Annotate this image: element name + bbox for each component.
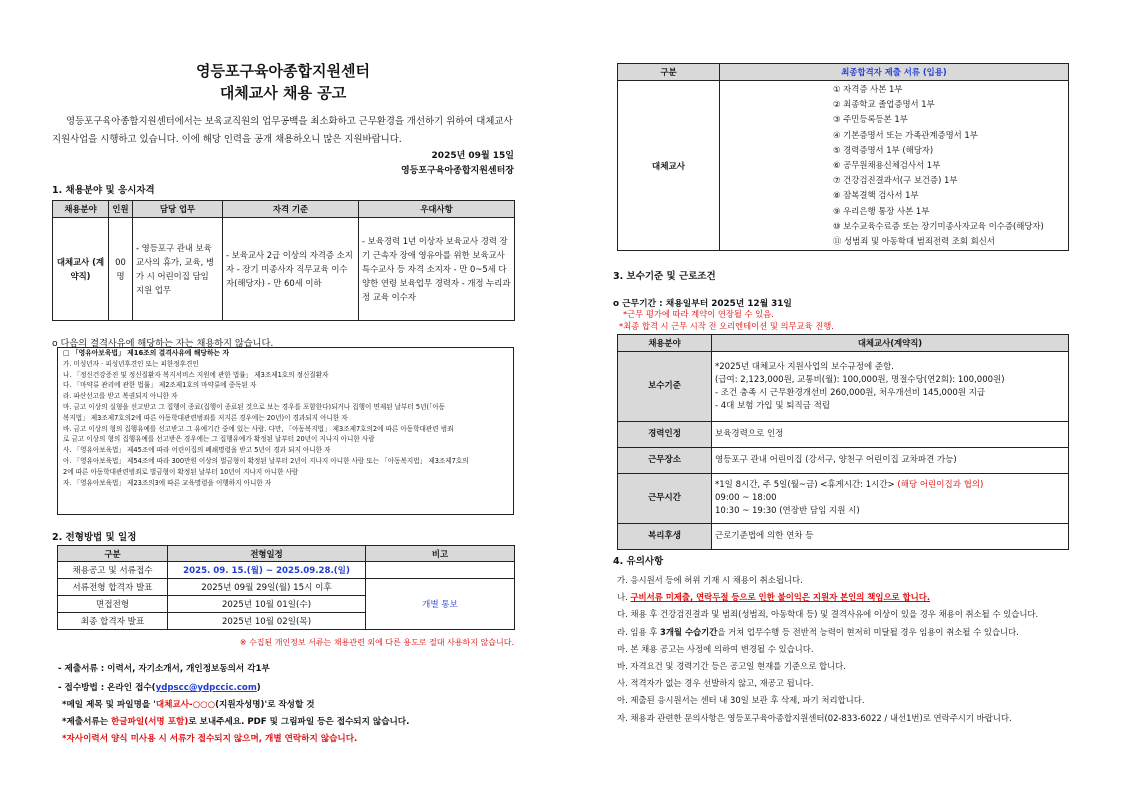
- document-title: 대체교사 채용 공고: [219, 84, 347, 102]
- caution-prefix: 나.: [617, 592, 631, 603]
- count-cell: 00명: [109, 218, 133, 321]
- disqualify-item: 아. 「영유아보육법」 제54조에 따라 300만원 이상의 벌금형이 확정된 날부터 2년이 지나지 아니한 사람 또는 「아동복지법」 제3조제7호의: [63, 456, 469, 465]
- file-instruction: [62, 715, 409, 727]
- location-label: 근무장소: [618, 448, 712, 474]
- mail-prefix: *메일 제목 및 파일명을 ': [62, 700, 156, 710]
- schedule-cell: 2025년 10월 02일(목): [168, 613, 366, 630]
- final-docs-list: [720, 81, 1069, 251]
- doc-item: ④ 기본증명서 또는 가족관계증명서 1부: [833, 129, 978, 140]
- orientation-note: *최종 합격 시 근무 시작 전 오리엔테이션 및 의무교육 진행.: [619, 321, 834, 331]
- header-field: 채용분야: [618, 335, 712, 352]
- disqualify-item: 로 금고 이상의 형의 집행유예를 선고받은 경우에는 그 집행유예가 확정된 날부터 20년이 지나지 아니한 사람: [63, 435, 375, 444]
- header-qualification: 자격 기준: [223, 201, 359, 218]
- doc-item: ⑦ 건강검진결과서(구 보건증) 1부: [833, 175, 958, 186]
- recruitment-table: [52, 200, 515, 321]
- doc-item: ⑪ 성범죄 및 아동학대 범죄전력 조회 회신서: [833, 236, 995, 247]
- work-period: o 근무기간 : 채용일부터 2025년 12월 31일: [613, 299, 792, 309]
- header-count: 인원: [109, 201, 133, 218]
- pay-label: 보수기준: [618, 352, 712, 422]
- file-prefix: *제출서류는: [62, 717, 111, 727]
- caution-suffix: 을 거쳐 업무수행 등 전반적 능력이 현저히 미달될 경우 임용이 취소될 수 있습니다.: [717, 626, 1019, 637]
- final-docs-table: [617, 63, 1069, 251]
- stage-cell: 서류전형 합격자 발표: [58, 579, 168, 596]
- apply-suffix: ): [256, 683, 261, 693]
- pay-cell: [712, 352, 1069, 422]
- disqualify-note: o 다음의 결격사유에 해당하는 자는 채용하지 않습니다.: [52, 338, 274, 349]
- doc-item: ⑤ 경력증명서 1부 (해당자): [833, 144, 934, 155]
- header-field: 채용분야: [53, 201, 109, 218]
- privacy-note: ※ 수집된 개인정보 서류는 채용관련 외에 다른 용도로 절대 사용하지 않습니다.: [239, 638, 514, 647]
- disqualify-item: 다. 「마약류 관리에 관한 법률」 제2조제1호의 마약류에 중독된 자: [63, 381, 257, 390]
- issue-date: 2025년 09월 15일: [431, 151, 514, 161]
- qualification-cell: - 보육교사 2급 이상의 자격증 소지자 - 장기 미종사자 직무교육 이수자(해당자) - 만 60세 이하: [223, 218, 359, 321]
- hours-line: [715, 479, 1065, 492]
- hours-label: 근무시간: [618, 474, 712, 524]
- mail-instruction: [62, 698, 315, 710]
- disqualify-item: 사. 「영유아보육법」 제45조에 따라 어린이집의 폐쇄명령을 받고 5년이 경과 되지 아니한 자: [63, 446, 331, 455]
- remark-empty: [366, 562, 515, 579]
- format-warning: *자사이력서 양식 미사용 시 서류가 접수되지 않으며, 개별 연락하지 않습니다.: [62, 734, 358, 744]
- apply-prefix: - 접수방법 : 온라인 접수(: [58, 683, 156, 693]
- welfare-label: 복리후생: [618, 524, 712, 550]
- caution-item: 가. 응시원서 등에 허위 기재 시 채용이 취소됩니다.: [617, 575, 803, 585]
- section3-title: 3. 보수기준 및 근로조건: [613, 271, 716, 282]
- section4-title: 4. 유의사항: [613, 556, 664, 567]
- schedule-table: [57, 545, 515, 630]
- caution-item: [617, 624, 1072, 641]
- header-final-docs: 최종합격자 제출 서류 (입용): [720, 64, 1069, 81]
- file-red: 한글파일(서명 포함): [111, 717, 189, 727]
- header-stage: 구분: [58, 546, 168, 562]
- header-duty: 담당 업무: [133, 201, 223, 218]
- welfare-cell: 근로기준법에 의한 연차 등: [712, 524, 1069, 550]
- header-contract: 대체교사(계약직): [712, 335, 1069, 352]
- hours-line: 09:00 ~ 18:00: [715, 493, 777, 503]
- career-label: 경력인정: [618, 422, 712, 448]
- schedule-cell: 2025년 09월 29일(월) 15시 이후: [168, 579, 366, 596]
- required-docs: - 제출서류 : 이력서, 자기소개서, 개인정보동의서 각1부: [58, 664, 270, 674]
- disqualify-item: 나. 「정신건강증진 및 정신질환자 복지서비스 지원에 관한 법률」 제3조제1호의 정신질환자: [63, 370, 329, 379]
- hours-red: (해당 어린이집과 협의): [894, 480, 984, 490]
- pay-line: - 4대 보험 가입 및 퇴직금 적립: [715, 400, 831, 411]
- caution-item: 바. 자격요건 및 경력기간 등은 공고일 현재를 기준으로 합니다.: [617, 661, 846, 672]
- career-cell: 보육경력으로 인정: [712, 422, 1069, 448]
- caution-item: [617, 589, 1072, 606]
- doc-item: ① 자격증 사본 1부: [833, 84, 903, 94]
- disqualify-box: [57, 347, 514, 515]
- pay-line: (급여: 2,123,000원, 교통비(월): 100,000원, 명절수당(연2회): 100,000원): [715, 374, 1005, 385]
- disqualify-item: 라. 파산선고를 받고 복권되지 아니한 자: [63, 392, 178, 401]
- caution-item: 다. 채용 후 건강검진결과 및 범죄(성범죄, 아동학대 등) 및 결격사유에 이상이 있을 경우 채용이 취소될 수 있습니다.: [617, 609, 1039, 620]
- doc-item: ⑥ 공무원채용신체검사서 1부: [833, 160, 941, 171]
- header-preference: 우대사항: [359, 201, 515, 218]
- apply-email-link[interactable]: ydpscc@ydpccic.com: [155, 683, 257, 693]
- contract-note: *근무 평가에 따라 계약이 연장될 수 있음.: [623, 309, 774, 319]
- mail-red: 대체교사-○○○: [155, 700, 216, 710]
- stage-cell: 채용공고 및 서류접수: [58, 562, 168, 579]
- disqualify-heading: □ 「영유아보육법」 제16조의 결격사유에 해당하는 자: [63, 349, 230, 357]
- disqualify-item: 자. 「영유아보육법」 제23조의3에 따른 교육명령을 이행하지 아니한 자: [63, 478, 272, 487]
- location-cell: 영등포구 관내 어린이집 (강서구, 양천구 어린이집 교차파견 가능): [712, 448, 1069, 474]
- doc-item: ⑩ 보수교육수료증 또는 장기미종사자교육 이수증(해당자): [833, 220, 1044, 231]
- doc-item: ② 최종학교 졸업증명서 1부: [833, 99, 935, 110]
- doc-item: ⑨ 우리은행 통장 사본 1부: [833, 205, 930, 216]
- caution-item: 아. 제출된 응시원서는 센터 내 30일 보관 후 삭제, 파기 처리합니다.: [617, 695, 865, 706]
- field-cell: 대체교사 (계약직): [53, 218, 109, 321]
- disqualify-item: 마. 금고 이상의 실형을 선고받고 그 집행이 종료(집행이 종료된 것으로 보는 경우를 포함한다)되거나 집행이 면제된 날부터 5년(「아동: [63, 402, 446, 411]
- section1-title: 1. 채용분야 및 응시자격: [52, 185, 155, 196]
- conditions-table: [617, 334, 1069, 550]
- caution-red: 구비서류 미제출, 연락두절 등으로 인한 불이익은 지원자 본인의 책임으로 합니다.: [630, 592, 931, 603]
- intro-paragraph: 영등포구육아종합지원센터에서는 보육교직원의 업무공백을 최소화하고 근무환경을 개선하기 위하여 대체교사 지원사업을 시행하고 있습니다. 이에 해당 인력을 공개 채용하오니 많은 지원바랍니다.: [52, 116, 513, 145]
- disqualify-item: 가. 미성년자 · 피성년후견인 또는 피한정후견인: [63, 359, 199, 368]
- caution-item: 자. 채용과 관련한 문의사항은 영등포구육아종합지원센터(02-833-6022 / 내선1번)로 연락주시기 바랍니다.: [617, 712, 1012, 723]
- schedule-cell: 2025. 09. 15.(월) ~ 2025.09.28.(일): [168, 562, 366, 579]
- disqualify-item: 2에 따른 아동학대관련범죄로 벌금형이 확정된 날부터 10년이 지나지 아니한 사람: [63, 467, 299, 476]
- org-title: 영등포구육아종합지원센터: [196, 62, 370, 80]
- caution-item: 사. 적격자가 없는 경우 선발하지 않고, 재공고 됩니다.: [617, 678, 814, 689]
- header-remark: 비고: [366, 546, 515, 562]
- mail-suffix: (지원자성명)'로 작성할 것: [215, 700, 315, 710]
- disqualify-item: 복지법」 제3조제7호의2에 따른 아동학대관련범죄를 저지른 경우에는 20년)이 경과되지 아니한 자: [63, 413, 348, 422]
- final-docs-field: 대체교사: [618, 81, 720, 251]
- header-schedule: 전형일정: [168, 546, 366, 562]
- duty-cell: - 영등포구 관내 보육교사의 휴가, 교육, 병가 시 어린이집 담임 지원 업무: [133, 218, 223, 321]
- caution-prefix: 라. 임용 후: [617, 626, 661, 637]
- section2-title: 2. 전형방법 및 일정: [52, 532, 137, 543]
- schedule-cell: 2025년 10월 01일(수): [168, 596, 366, 613]
- stage-cell: 최종 합격자 발표: [58, 613, 168, 630]
- caution-list: [617, 572, 1072, 727]
- doc-item: ③ 주민등록등본 1부: [833, 114, 908, 125]
- apply-method: [58, 681, 261, 693]
- pay-line: *2025년 대체교사 지원사업의 보수규정에 준함.: [715, 361, 894, 372]
- hours-cell: [712, 474, 1069, 524]
- disqualify-item: 바. 금고 이상의 형의 집행유예를 선고받고 그 유예기간 중에 있는 사람. 다만, 「아동복지법」 제3조제7호의2에 따른 아동학대관련 범죄: [63, 424, 454, 433]
- issuer: 영등포구육아종합지원센터장: [400, 166, 514, 176]
- header-category: 구분: [618, 64, 720, 81]
- pay-line: - 조건 충족 시 근무환경개선비 260,000원, 처우개선비 145,000원 지급: [715, 387, 986, 398]
- caution-item: 마. 본 채용 공고는 사정에 의하여 변경될 수 있습니다.: [617, 643, 814, 654]
- file-suffix: 로 보내주세요. PDF 및 그림파일 등은 접수되지 않습니다.: [188, 717, 410, 727]
- remark-cell: 개별 통보: [366, 579, 515, 630]
- hours-line: 10:30 ~ 19:30 (연장반 담임 지원 시): [715, 506, 860, 516]
- preference-cell: - 보육경력 1년 이상자 보육교사 경력 장기 근속자 장애 영유아를 위한 보육교사 특수교사 등 자격 소지자 - 만 0~5세 다양한 연령 보육업무 경력자 - 개정 누리과정 교육 이수자: [359, 218, 515, 321]
- hours-main: *1일 8시간, 주 5일(월~금) <휴게시간: 1시간>: [715, 480, 895, 490]
- doc-item: ⑧ 잠복결핵 검사서 1부: [833, 190, 919, 201]
- stage-cell: 면접전형: [58, 596, 168, 613]
- probation-bold: 3개월 수습기간: [660, 626, 718, 637]
